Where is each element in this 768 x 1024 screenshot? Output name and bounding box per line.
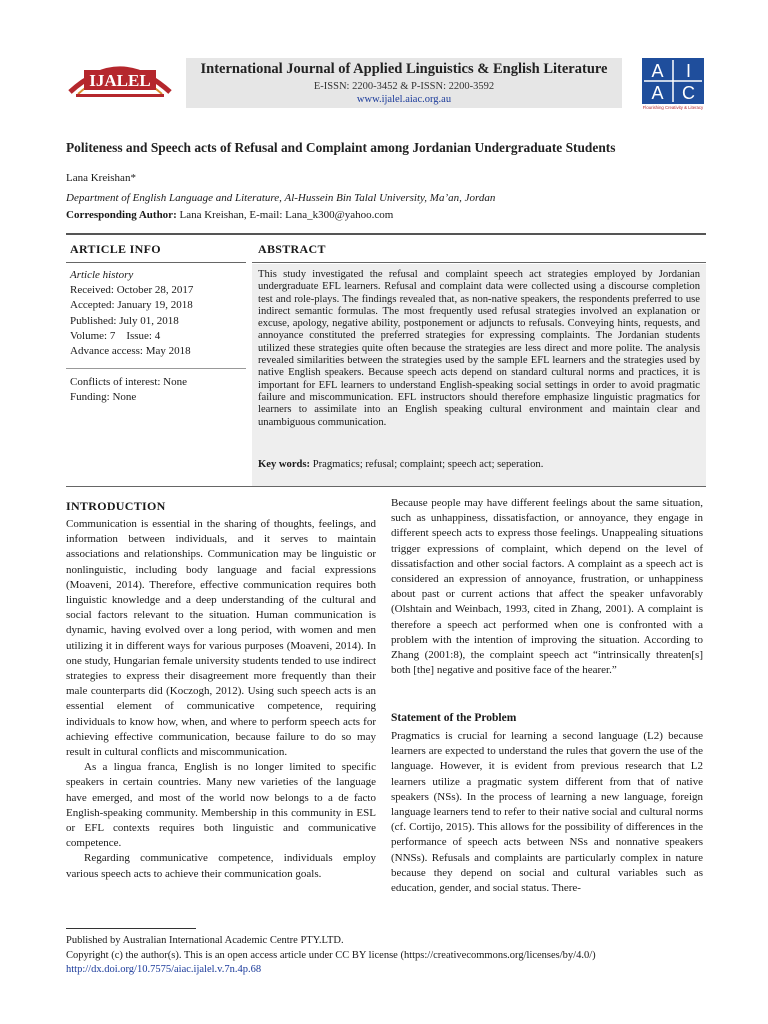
aiac-letter-2: I	[685, 61, 692, 81]
article-info-heading: ARTICLE INFO	[70, 242, 161, 256]
author-name: Lana Kreishan*	[66, 172, 136, 184]
issn-line: E-ISSN: 2200-3452 & P-ISSN: 2200-3592	[313, 81, 495, 92]
body-right-column-2	[391, 729, 703, 896]
paper-title: Politeness and Speech acts of Refusal and Complaint among Jordanian Undergraduate Students	[66, 140, 616, 155]
corresponding-value: Lana Kreishan, E-mail: Lana_k300@yahoo.com	[176, 209, 394, 221]
ijalel-logo-text: IJALEL	[89, 71, 151, 90]
abstract-heading: ABSTRACT	[258, 242, 326, 256]
statement-heading: Statement of the Problem	[391, 712, 517, 724]
body-paragraph: Because people may have different feelings about the same situation, such as unhappiness, dissatisfaction, or annoyance, they engage in different speech acts to express those feelings. Unappealing situations trigger expressions of complaint, which depend on the level of dissatisfaction and other social factors. A complaint as a speech act is considered an expression of annoyance, frustration, or unhappiness about past or current actions that affect the speaker unfavorably (Olshtain and Weinbach, 1993, cited in Zhang, 2001). A complaint is therefore a speech act performed when one is confronted with a problem with the intention of improving the situation. According to Zhang (2001:8), the complaint speech act “intrinsically threaten[s] both [the] negative and positive face of the hearer.”	[391, 497, 703, 677]
ijalel-logo	[64, 52, 176, 104]
aiac-tagline: Flourishing Creativity & Literacy	[642, 105, 704, 110]
accepted-date: Accepted: January 19, 2018	[70, 299, 193, 312]
body-right-column	[391, 496, 703, 678]
funding: Funding: None	[70, 391, 137, 404]
divider-abstract	[252, 262, 706, 263]
footer-publisher: Published by Australian International Academic Centre PTY.LTD.	[66, 935, 344, 946]
keywords-label: Key words:	[258, 459, 311, 470]
keywords-list: Pragmatics; refusal; complaint; speech act; seperation.	[310, 459, 544, 470]
divider-abstract-bottom	[66, 486, 706, 487]
footer-copyright: Copyright (c) the author(s). This is an open access article under CC BY license (https://creativecommons.org/licenses/by/4.0/)	[66, 949, 596, 961]
corresponding-label: Corresponding Author:	[66, 209, 177, 221]
body-paragraph: Regarding communicative competence, individuals employ various speech acts to achieve their communication goals.	[66, 852, 376, 880]
body-paragraph: Communication is essential in the sharing of thoughts, feelings, and information between individuals, and it serves to maintain associations and relationships. Communication may be linguistic or nonlinguistic, including body language and facial expressions (Moaveni, 2014). Therefore, effective communication requires both linguistic knowledge and a deep understanding of the cultural and social factors relevant to the situation. Human communication is dynamic, having evolved over a long period, with women and men utilizing it in different ways for various purposes (Moaveni, 2014). In one study, Hungarian female university students tended to use indirect strategies to express their disagreement more frequently than their male counterparts did (Koczogh, 2012). Using such speech acts is an essential element of communicative competence, requiring individuals to know how, when, and where to perform speech acts for achieving effective communication, because failure to do so may result in cultural conflicts and miscommunication.	[66, 518, 376, 759]
volume-issue: Volume: 7 Issue: 4	[70, 329, 161, 342]
body-paragraph: Pragmatics is crucial for learning a second language (L2) because learners are expected to understand the rules that govern the use of the language. However, it is evident from previous research that L2 learners utilize a pragmatic system different from that of native speakers (NSs). In the process of learning a new language, foreign language learners tend to refer to their native social and cultural norms (cf. Cortijo, 2015). This allows for the possibility of differences in the performance of speech acts between NSs and nonnative speakers (NNSs). Refusals and complaints are particularly complex in nature because they depend on social and cultural variables such as education, gender, and social status. There-	[391, 730, 703, 895]
footnote-rule	[66, 928, 196, 929]
introduction-heading: INTRODUCTION	[66, 499, 166, 513]
body-paragraph: As a lingua franca, English is no longer limited to specific speakers in certain countries. Many new varieties of the language have emerged, and most of the world now belongs to a de facto English-speaking community. Membership in this community in ESL or EFL contexts requires both linguistic and communicative competence.	[66, 761, 376, 850]
author-affiliation: Department of English Language and Literature, Al-Hussein Bin Talal University, Ma’an, Jordan	[66, 192, 496, 204]
divider-info	[66, 262, 246, 263]
article-declarations	[70, 375, 246, 405]
published-date: Published: July 01, 2018	[70, 314, 179, 327]
aiac-letter-1: A	[651, 61, 664, 81]
divider-info-mid	[66, 368, 246, 369]
divider-top	[66, 233, 706, 235]
doi-link[interactable]: http://dx.doi.org/10.7575/aiac.ijalel.v.7n.4p.68	[66, 964, 262, 975]
journal-url-link[interactable]: www.ijalel.aiac.org.au	[356, 94, 452, 105]
aiac-letter-3: A	[651, 83, 664, 103]
aiac-letter-4: C	[682, 83, 695, 103]
aiac-logo	[642, 58, 704, 110]
advance-access: Advance access: May 2018	[70, 345, 191, 358]
article-history	[70, 268, 246, 359]
corresponding-author	[66, 209, 393, 221]
journal-title: International Journal of Applied Linguistics & English Literature	[200, 61, 608, 77]
article-history-label: Article history	[70, 269, 134, 281]
body-left-column	[66, 517, 376, 882]
footer	[66, 934, 706, 978]
conflicts-of-interest: Conflicts of interest: None	[70, 376, 188, 388]
received-date: Received: October 28, 2017	[70, 284, 194, 297]
abstract-text: This study investigated the refusal and complaint speech act strategies employed by Jordanian undergraduate EFL learners. Refusal and complaint data were collected using a discourse completion test and role-plays. The findings revealed that, as non-native speakers, the respondents preferred to use indirect semantic formulas. The most frequently used refusal strategies involved an explanation or excuse, apology, negative ability, postponement or adjuncts to refusals. Conveying hints, requests, and annoyance constituted the preferred strategies for expressing complaints. The Jordanian students utilized these strategies quite often because the strategies are less direct and more polite. The analysis revealed similarities between the strategies used by the sample EFL learners and the strategies used by native English speakers. Because speech acts depend on standard cultural norms and practices, it is important for EFL learners to understand English-speaking social settings in order to avoid pragmatic failure and miscommunication. EFL instructors should therefore emphasize linguistic pragmatics for learners to assimilate into an English speaking cultural environment and maintain clear and unambiguous communication.	[258, 269, 700, 428]
keywords	[258, 459, 700, 470]
